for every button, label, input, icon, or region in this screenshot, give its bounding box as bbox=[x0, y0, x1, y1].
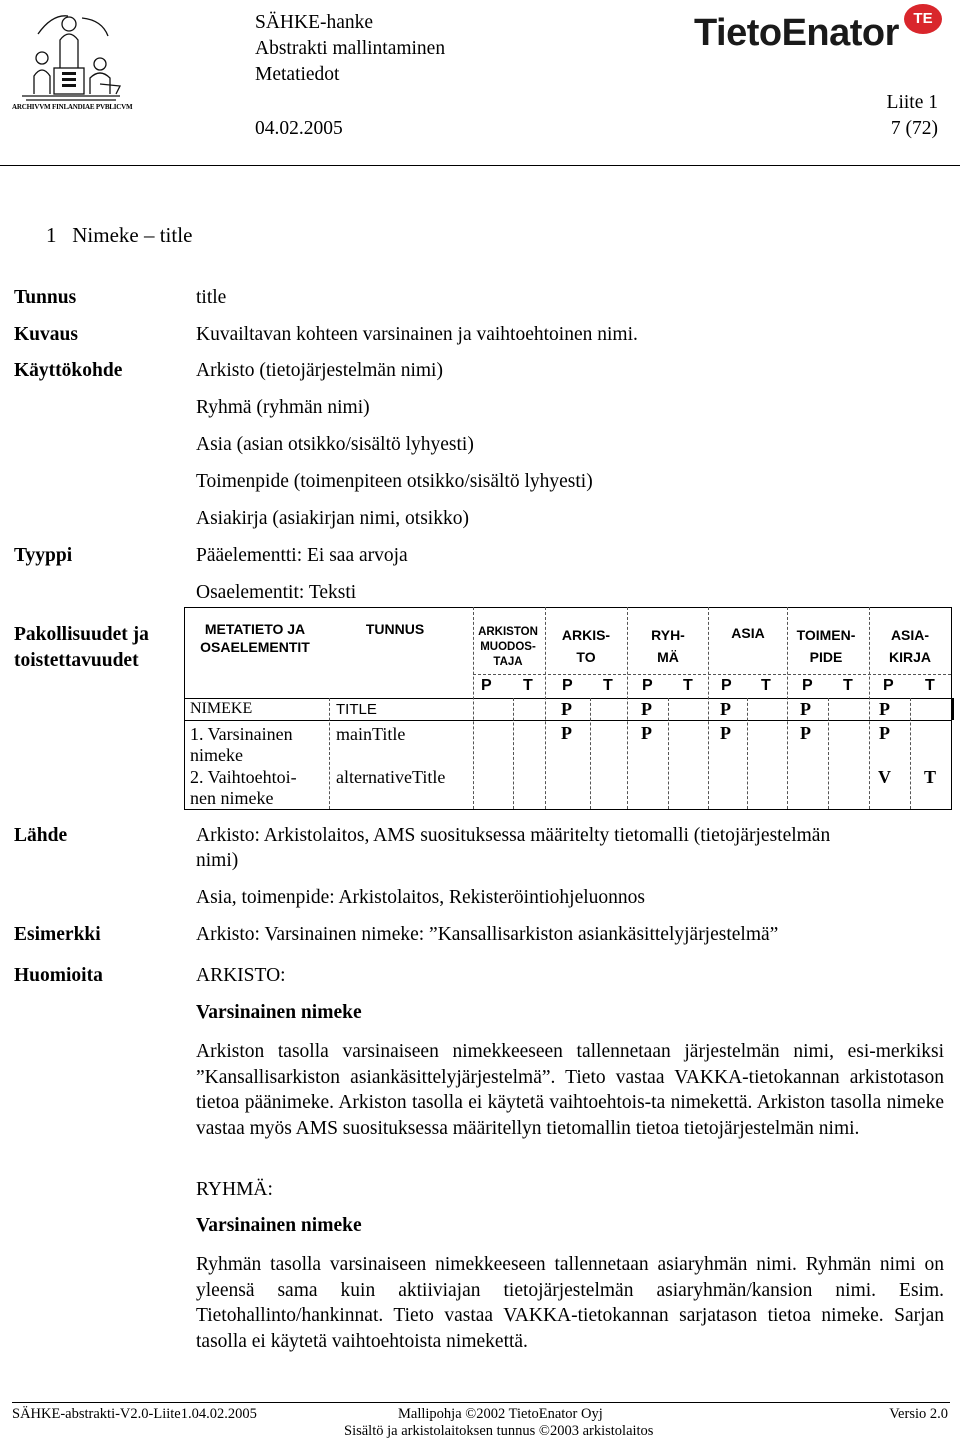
pt-label: T bbox=[925, 677, 935, 694]
row-nimeke-mark: P bbox=[800, 699, 811, 719]
pt-label: T bbox=[603, 677, 613, 694]
pt-label: T bbox=[761, 677, 771, 694]
arkisto-paragraph: Arkiston tasolla varsinaiseen nimekkeeseen tallennetaan järjestelmän nimi, esi-merkiksi ”Kansallisarkiston asiankäsittelyjärjestelmä”. Tieto vastaa VAKKA-tietokannan arkistotason tietoa päänimeke. Arkiston tasolla ei käytetä vaihtoehtois-ta nimekettä. Arkiston tasolla nimeke vastaa myös AMS suosituksessa määritellyn tietomallin tietoa tietojärjestelmän nimi. bbox=[196, 1041, 944, 1139]
header-attachment: Liite 1 bbox=[886, 92, 938, 113]
col-meta-line-1: METATIETO JA bbox=[204, 621, 306, 637]
pt-label: P bbox=[802, 677, 813, 694]
tunnus-value: title bbox=[196, 287, 227, 308]
header-section: Metatiedot bbox=[255, 64, 340, 85]
row-maintitle-tunnus: mainTitle bbox=[336, 724, 406, 744]
esimerkki-value: Arkisto: Varsinainen nimeke: ”Kansallisarkiston asiankäsittelyjärjestelmä” bbox=[196, 924, 779, 945]
kayttokohde-value-2: Ryhmä (ryhmän nimi) bbox=[196, 397, 370, 418]
col-arkistonmuodostaja-1: ARKISTON bbox=[478, 626, 538, 638]
row-nimeke-mark: P bbox=[641, 699, 652, 719]
kayttokohde-value-5: Asiakirja (asiakirjan nimi, otsikko) bbox=[196, 508, 469, 529]
pt-label: P bbox=[481, 677, 492, 694]
row-maintitle-name-1: 1. Varsinainen bbox=[190, 724, 293, 744]
pt-label: P bbox=[642, 677, 653, 694]
tunnus-label: Tunnus bbox=[14, 287, 77, 308]
pakollisuudet-label bbox=[14, 622, 149, 674]
lahde-value-3: Asia, toimenpide: Arkistolaitos, Rekisteröintiohjeluonnos bbox=[196, 887, 646, 908]
ryhma-paragraph: Ryhmän tasolla varsinaiseen nimekkeeseen tallennetaan asiaryhmän nimi. Ryhmän nimi on yleensä sama kuin aktiiviajan tietojärjestelmän asiaryhmän/kansion nimi. Esim. Tietohallinto/hankinnat. Tieto vastaa VAKKA-tietokannan sarjatason tietoa nimeke. Sarjan tasolla ei käytetä vaihtoehtoista nimekettä. bbox=[196, 1254, 944, 1352]
tyyppi-value-1: Pääelementti: Ei saa arvoja bbox=[196, 545, 408, 566]
row-alternativetitle-name-1: 2. Vaihtoehtoi- bbox=[190, 767, 297, 787]
section-heading: 1 Nimeke – title bbox=[46, 223, 193, 247]
logo-badge-text: TE bbox=[913, 10, 933, 27]
row-alternativetitle-mark: T bbox=[924, 767, 937, 787]
tyyppi-label: Tyyppi bbox=[14, 545, 73, 566]
col-tunnus: TUNNUS bbox=[365, 621, 425, 637]
kuvaus-value: Kuvailtavan kohteen varsinainen ja vaihtoehtoinen nimi. bbox=[196, 324, 638, 345]
row-nimeke-mark: P bbox=[561, 699, 572, 719]
kayttokohde-value-3: Asia (asian otsikko/sisältö lyhyesti) bbox=[196, 434, 474, 455]
archives-seal-logo bbox=[12, 6, 133, 114]
pakollisuudet-label-line-2: toistettavuudet bbox=[14, 650, 139, 671]
col-toimenpide-2: PIDE bbox=[809, 649, 843, 665]
row-alternativetitle-name-2: nen nimeke bbox=[190, 788, 274, 808]
row-maintitle-name-2: nimeke bbox=[190, 745, 243, 765]
row-nimeke-mark: P bbox=[879, 699, 890, 719]
pt-label: P bbox=[883, 677, 894, 694]
ryhma-heading: RYHMÄ: bbox=[196, 1179, 273, 1200]
arkisto-heading: ARKISTO: bbox=[196, 965, 286, 986]
col-asiakirja-1: ASIA- bbox=[890, 627, 930, 643]
huomioita-label: Huomioita bbox=[14, 965, 103, 986]
header-divider bbox=[0, 165, 960, 166]
pt-label: T bbox=[683, 677, 693, 694]
row-nimeke-name: NIMEKE bbox=[190, 700, 253, 717]
footer-center: Mallipohja ©2002 TietoEnator Oyj bbox=[398, 1406, 603, 1422]
row-maintitle-mark: P bbox=[800, 723, 811, 743]
footer-divider bbox=[12, 1402, 950, 1403]
row-maintitle-mark: P bbox=[561, 723, 572, 743]
col-arkistonmuodostaja-3: TAJA bbox=[493, 656, 523, 668]
row-alternativetitle-tunnus: alternativeTitle bbox=[336, 767, 446, 787]
col-arkisto-1: ARKIS- bbox=[561, 627, 611, 643]
tietoenator-logo bbox=[694, 4, 950, 62]
pt-label: T bbox=[523, 677, 533, 694]
footer-left: SÄHKE-abstrakti-V2.0-Liite1.04.02.2005 bbox=[12, 1406, 257, 1422]
lahde-value-2: nimi) bbox=[196, 850, 239, 871]
pt-label: P bbox=[562, 677, 573, 694]
lahde-label: Lähde bbox=[14, 825, 68, 846]
row-maintitle-name bbox=[190, 724, 293, 766]
lahde-value-1: Arkisto: Arkistolaitos, AMS suosituksessa määritelty tietomalli (tietojärjestelmän bbox=[196, 825, 831, 846]
logo-badge bbox=[904, 4, 942, 34]
header-subtitle: Abstrakti mallintaminen bbox=[255, 38, 446, 59]
kayttokohde-value-4: Toimenpide (toimenpiteen otsikko/sisältö lyhyesti) bbox=[196, 471, 593, 492]
kuvaus-label: Kuvaus bbox=[14, 324, 78, 345]
kayttokohde-label: Käyttökohde bbox=[14, 360, 123, 381]
row-nimeke-tunnus: TITLE bbox=[336, 701, 377, 718]
col-toimenpide-1: TOIMEN- bbox=[796, 627, 856, 643]
tyyppi-value-2: Osaelementit: Teksti bbox=[196, 582, 357, 603]
row-alternativetitle-name bbox=[190, 767, 297, 809]
pt-label: P bbox=[721, 677, 732, 694]
header-project: SÄHKE-hanke bbox=[255, 12, 374, 33]
seal-text: ARCHIVVM FINLANDIAE PVBLICVM bbox=[12, 103, 133, 111]
kayttokohde-value-1: Arkisto (tietojärjestelmän nimi) bbox=[196, 360, 443, 381]
arkisto-subheading: Varsinainen nimeke bbox=[196, 1002, 362, 1023]
col-meta-line-2: OSAELEMENTIT bbox=[200, 639, 310, 655]
header-page: 7 (72) bbox=[890, 118, 938, 139]
col-asia: ASIA bbox=[731, 625, 765, 641]
col-ryhma-2: MÄ bbox=[657, 649, 679, 665]
row-maintitle-mark: P bbox=[879, 723, 890, 743]
col-arkisto-2: TO bbox=[576, 649, 596, 665]
pt-label: T bbox=[843, 677, 853, 694]
logo-text: TietoEnator bbox=[694, 12, 899, 54]
header-date: 04.02.2005 bbox=[255, 118, 343, 139]
col-asiakirja-2: KIRJA bbox=[888, 649, 931, 665]
col-arkistonmuodostaja-2: MUODOS- bbox=[480, 641, 536, 653]
ryhma-subheading: Varsinainen nimeke bbox=[196, 1215, 362, 1236]
row-maintitle-mark: P bbox=[720, 723, 731, 743]
pakollisuudet-label-line-1: Pakollisuudet ja bbox=[14, 624, 149, 645]
esimerkki-label: Esimerkki bbox=[14, 924, 101, 945]
footer-right: Versio 2.0 bbox=[889, 1406, 948, 1422]
row-alternativetitle-mark: V bbox=[878, 767, 891, 787]
row-maintitle-mark: P bbox=[641, 723, 652, 743]
col-ryhma-1: RYH- bbox=[651, 627, 685, 643]
row-nimeke-mark: P bbox=[720, 699, 731, 719]
footer-center-2: Sisältö ja arkistolaitoksen tunnus ©2003 arkistolaitos bbox=[344, 1423, 654, 1439]
